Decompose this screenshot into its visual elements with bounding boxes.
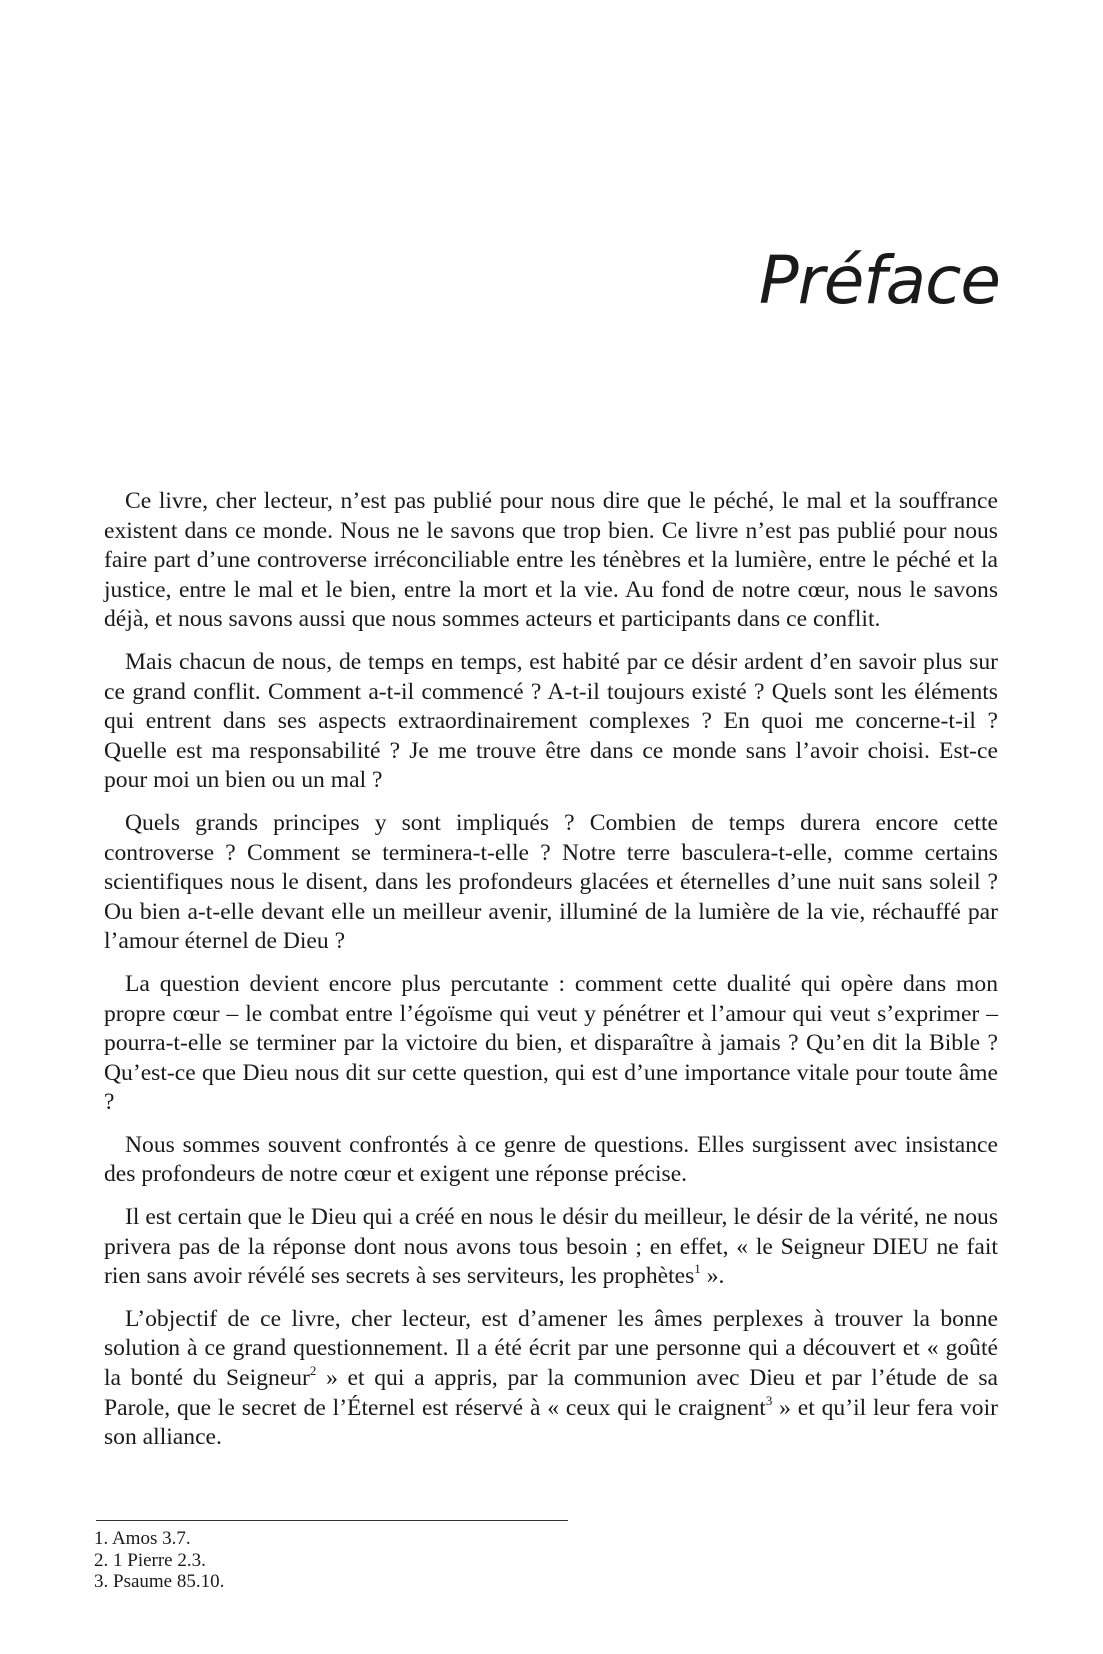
paragraph — [104, 1305, 998, 1453]
paragraph — [104, 970, 998, 1118]
paragraph-text: » et qui a appris, par la communion avec Dieu et par l’étude de sa Parole, que le secret de l’Éternel est réservé à « ceux qui le craignent — [104, 1365, 998, 1421]
paragraph-text: La question devient encore plus percutante : comment cette dualité qui opère dans mon propre cœur – le combat entre l’égoïsme qui veut y pénétrer et l’amour qui veut s’exprimer – pourra-t-elle se terminer par la victoire du bien, et disparaître à jamais ? Qu’en dit la Bible ? Qu’est-ce que Dieu nous dit sur cette question, qui est d’une importance vitale pour toute âme ? — [104, 970, 998, 1116]
preface-body — [104, 487, 998, 1453]
footnotes-list — [94, 1528, 224, 1593]
footnote-reference[interactable]: 1 — [694, 1261, 701, 1277]
paragraph-text: Nous sommes souvent confrontés à ce genre de questions. Elles surgissent avec insistance des profondeurs de notre cœur et exigent une réponse précise. — [104, 1131, 998, 1188]
paragraph — [104, 1131, 998, 1190]
paragraph — [104, 487, 998, 635]
paragraph — [104, 809, 998, 957]
footnote-divider — [96, 1520, 568, 1521]
paragraph-text: Ce livre, cher lecteur, n’est pas publié pour nous dire que le péché, le mal et la souffrance existent dans ce monde. Nous ne le savons que trop bien. Ce livre n’est pas publié pour nous faire part d’une controverse irréconciliable entre les ténèbres et la lumière, entre le péché et la justice, entre le mal et le bien, entre la mort et la vie. Au fond de notre cœur, nous le savons déjà, et nous savons aussi que nous sommes acteurs et participants dans ce conflit. — [104, 488, 998, 633]
paragraph — [104, 648, 998, 796]
footnote-reference[interactable]: 2 — [309, 1363, 317, 1379]
paragraph-text: Il est certain que le Dieu qui a créé en nous le désir du meilleur, le désir de la vérité, ne nous privera pas de la réponse dont nous avons tous besoin ; en effet, « le Seigneur DIEU ne fait rien sans avoir révélé ses secrets à ses serviteurs, les prophètes — [104, 1204, 998, 1290]
paragraph — [104, 1203, 998, 1292]
paragraph-text: Quels grands principes y sont impliqués ? Combien de temps durera encore cette controverse ? Comment se terminera-t-elle ? Notre terre basculera-t-elle, comme certains scientifiques nous le disent, dans les profondeurs glacées et éternelles d’une nuit sans soleil ? Ou bien a-t-elle devant elle un meilleur avenir, illuminé de la lumière de la vie, réchauffé par l’amour éternel de Dieu ? — [104, 809, 998, 955]
page-title: Préface — [758, 242, 1000, 319]
footnote-item: 2. 1 Pierre 2.3. — [94, 1549, 206, 1571]
footnote-item: 1. Amos 3.7. — [94, 1528, 191, 1549]
paragraph-text: L’objectif de ce livre, cher lecteur, est d’amener les âmes perplexes à trouver la bonne solution à ce grand questionnement. Il a été écrit par une personne qui a découvert et « goûté la bonté du Seigneur — [104, 1305, 998, 1392]
paragraph-text: Mais chacun de nous, de temps en temps, est habité par ce désir ardent d’en savoir plus sur ce grand conflit. Comment a-t-il commencé ? A-t-il toujours existé ? Quels sont les éléments qui entrent dans ses aspects extraordinairement complexes ? En quoi me concerne-t-il ? Quelle est ma responsabilité ? Je me trouve être dans ce monde sans l’avoir choisi. Est-ce pour moi un bien ou un mal ? — [104, 648, 998, 794]
paragraph-text: » et qu’il leur fera voir son alliance. — [104, 1394, 998, 1451]
paragraph-text: ». — [700, 1263, 725, 1290]
footnote-item: 3. Psaume 85.10. — [94, 1571, 225, 1592]
footnote-reference[interactable]: 3 — [765, 1392, 773, 1408]
